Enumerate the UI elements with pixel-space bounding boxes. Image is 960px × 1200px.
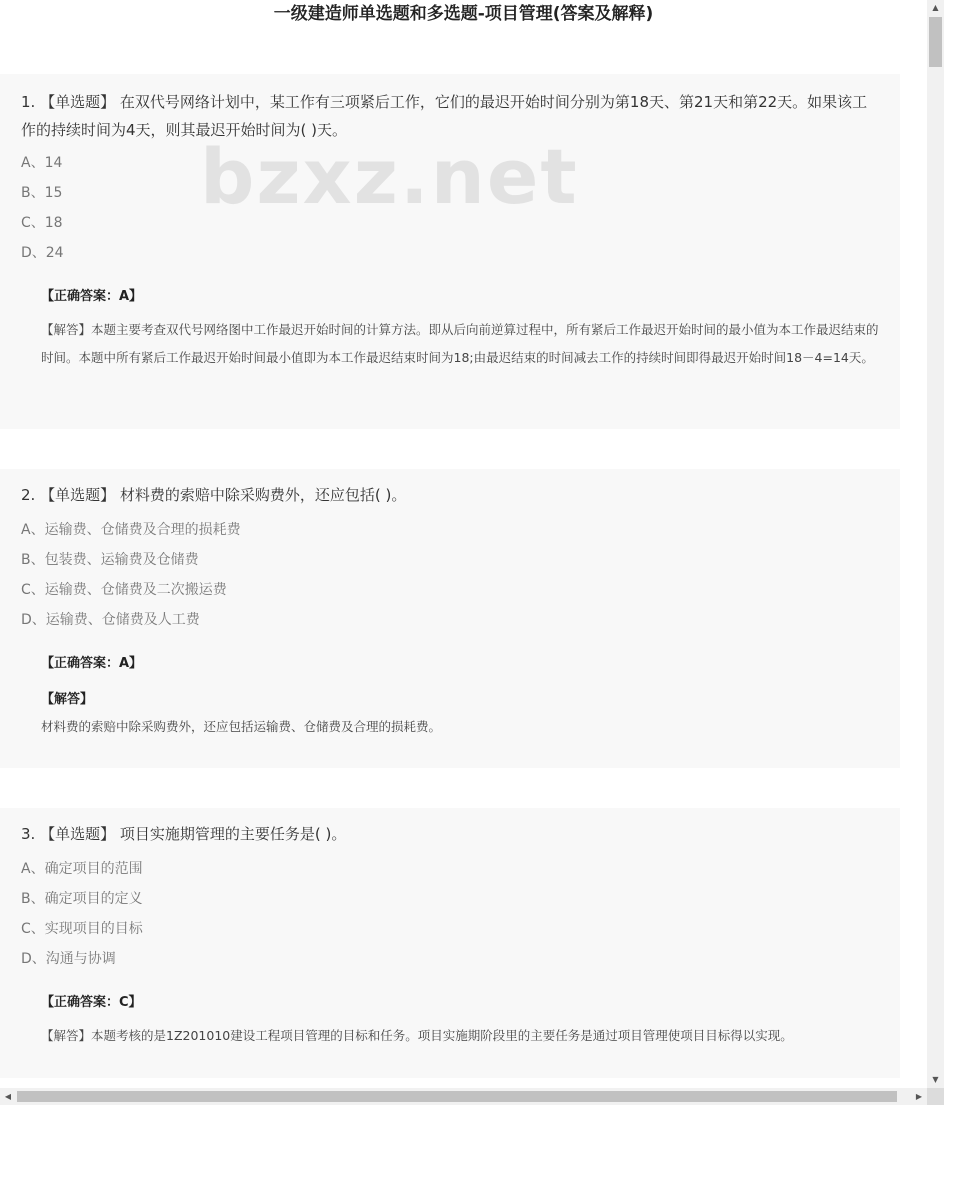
option-c[interactable]: C、运输费、仓储费及二次搬运费 bbox=[21, 582, 227, 598]
option-b[interactable]: B、15 bbox=[21, 185, 63, 201]
horizontal-scrollbar[interactable] bbox=[0, 1088, 927, 1105]
scroll-down-icon[interactable]: ▼ bbox=[932, 1075, 939, 1084]
options-list bbox=[21, 515, 882, 635]
correct-answer: 【正确答案：A】 bbox=[41, 289, 143, 304]
scroll-left-icon[interactable]: ◀ bbox=[4, 1092, 12, 1101]
watermark: bzxz.net bbox=[200, 132, 579, 221]
explanation-title: 【解答】 bbox=[41, 692, 94, 707]
explanation: 材料费的索赔中除采购费外，还应包括运输费、仓储费及合理的损耗费。 bbox=[41, 719, 442, 734]
explanation: 【解答】本题主要考查双代号网络图中工作最迟开始时间的计算方法。即从后向前逆算过程中，所有紧后工作最迟开始时间的最小值为本工作最迟结束的时间。本题中所有紧后工作最迟开始时间最小值即为本工作最迟结束时间为18;由最迟结束的时间减去工作的持续时间即得最迟开始时间18－4=14天。 bbox=[41, 322, 879, 365]
option-c[interactable]: C、实现项目的目标 bbox=[21, 921, 143, 937]
explanation: 【解答】本题考核的是1Z201010建设工程项目管理的目标和任务。项目实施期阶段里的主要任务是通过项目管理使项目目标得以实现。 bbox=[41, 1028, 793, 1043]
question-card-2 bbox=[0, 469, 900, 768]
question-type-tag: 【单选题】 bbox=[40, 825, 116, 843]
question-type-tag: 【单选题】 bbox=[40, 486, 116, 504]
question-number: 3. bbox=[21, 825, 36, 843]
correct-answer: 【正确答案：C】 bbox=[41, 995, 142, 1010]
option-a[interactable]: A、运输费、仓储费及合理的损耗费 bbox=[21, 522, 241, 538]
scroll-right-icon[interactable]: ▶ bbox=[915, 1092, 923, 1101]
vertical-scroll-thumb[interactable] bbox=[929, 17, 942, 67]
horizontal-scroll-thumb[interactable] bbox=[17, 1091, 897, 1102]
vertical-scrollbar[interactable] bbox=[927, 0, 944, 1088]
question-3-stem bbox=[21, 820, 882, 848]
question-number: 1. bbox=[21, 93, 36, 111]
options-list bbox=[21, 854, 882, 974]
question-text: 在双代号网络计划中，某工作有三项紧后工作，它们的最迟开始时间分别为第18天、第21天和第22天。如果该工作的持续时间为4天，则其最迟开始时间为( )天。 bbox=[21, 93, 868, 139]
scrollbar-corner bbox=[927, 1088, 944, 1105]
question-2-stem bbox=[21, 481, 882, 509]
option-a[interactable]: A、确定项目的范围 bbox=[21, 861, 143, 877]
option-d[interactable]: D、24 bbox=[21, 245, 64, 261]
option-d[interactable]: D、沟通与协调 bbox=[21, 951, 116, 967]
question-card-3 bbox=[0, 808, 900, 1078]
option-a[interactable]: A、14 bbox=[21, 155, 63, 171]
question-1-stem bbox=[21, 88, 882, 144]
question-card-1 bbox=[0, 74, 900, 429]
question-text: 项目实施期管理的主要任务是( )。 bbox=[119, 825, 347, 843]
options-list bbox=[21, 148, 882, 268]
question-type-tag: 【单选题】 bbox=[40, 93, 116, 111]
option-b[interactable]: B、包装费、运输费及仓储费 bbox=[21, 552, 199, 568]
option-d[interactable]: D、运输费、仓储费及人工费 bbox=[21, 612, 200, 628]
option-b[interactable]: B、确定项目的定义 bbox=[21, 891, 143, 907]
question-text: 材料费的索赔中除采购费外，还应包括( )。 bbox=[119, 486, 407, 504]
page-title: 一级建造师单选题和多选题-项目管理(答案及解释) bbox=[273, 4, 654, 24]
correct-answer: 【正确答案：A】 bbox=[41, 656, 143, 671]
question-number: 2. bbox=[21, 486, 36, 504]
option-c[interactable]: C、18 bbox=[21, 215, 63, 231]
scroll-up-icon[interactable]: ▲ bbox=[932, 3, 939, 12]
